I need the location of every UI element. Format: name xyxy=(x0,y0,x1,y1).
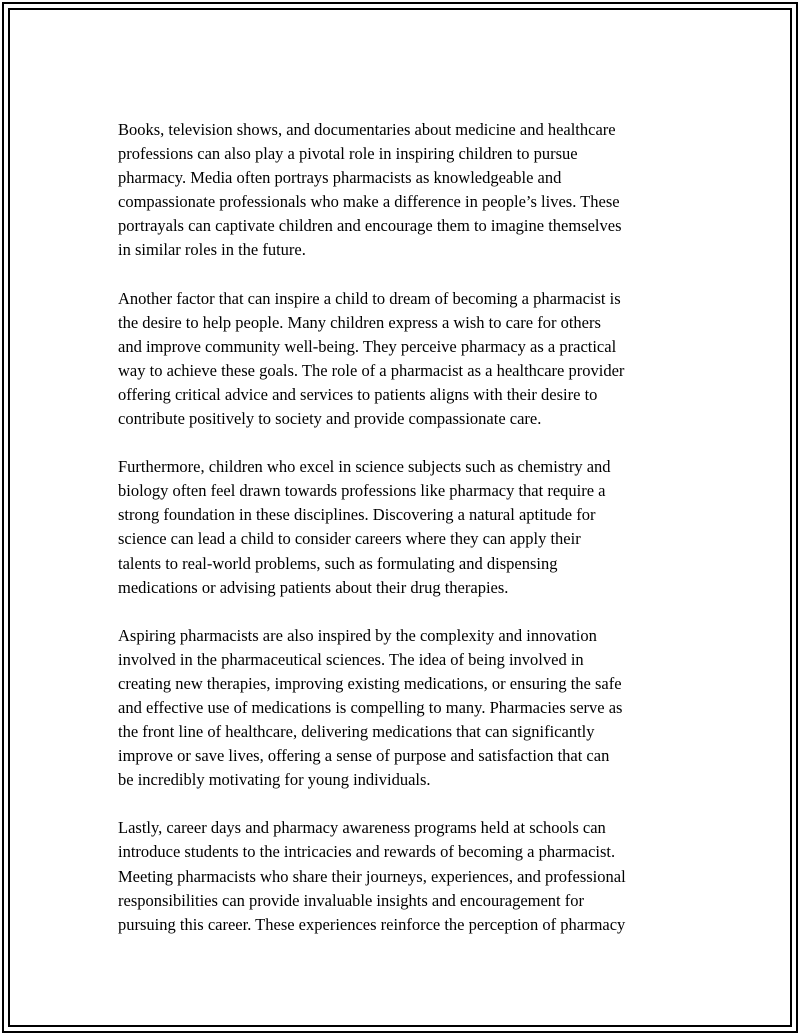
text-line: contribute positively to society and provide compassionate care. xyxy=(118,409,542,429)
paragraph-science-aptitude xyxy=(118,455,688,600)
text-line: portrayals can captivate children and encourage them to imagine themselves xyxy=(118,216,622,236)
text-line: offering critical advice and services to patients aligns with their desire to xyxy=(118,384,598,404)
text-line: way to achieve these goals. The role of a pharmacist as a healthcare provider xyxy=(118,360,625,380)
text-line: Another factor that can inspire a child to dream of becoming a pharmacist is xyxy=(118,288,621,308)
text-line: responsibilities can provide invaluable insights and encouragement for xyxy=(118,890,584,910)
text-line: Meeting pharmacists who share their journeys, experiences, and professional xyxy=(118,866,626,886)
text-line: Lastly, career days and pharmacy awareness programs held at schools can xyxy=(118,818,606,838)
text-line: compassionate professionals who make a difference in people’s lives. These xyxy=(118,192,620,212)
text-line: the front line of healthcare, delivering medications that can significantly xyxy=(118,722,595,742)
paragraph-complexity-innovation xyxy=(118,624,688,793)
text-line: medications or advising patients about their drug therapies. xyxy=(118,577,509,597)
text-line: and improve community well-being. They perceive pharmacy as a practical xyxy=(118,336,617,356)
text-line: creating new therapies, improving existing medications, or ensuring the safe xyxy=(118,673,622,693)
text-line: strong foundation in these disciplines. Discovering a natural aptitude for xyxy=(118,505,596,525)
text-line: the desire to help people. Many children express a wish to care for others xyxy=(118,312,601,332)
document-body xyxy=(118,118,688,961)
text-line: pursuing this career. These experiences reinforce the perception of pharmacy xyxy=(118,914,626,934)
text-line: Furthermore, children who excel in science subjects such as chemistry and xyxy=(118,457,611,477)
text-line: improve or save lives, offering a sense of purpose and satisfaction that can xyxy=(118,746,610,766)
text-line: introduce students to the intricacies and rewards of becoming a pharmacist. xyxy=(118,842,616,862)
text-line: talents to real-world problems, such as formulating and dispensing xyxy=(118,553,558,573)
text-line: Aspiring pharmacists are also inspired by the complexity and innovation xyxy=(118,625,597,645)
text-line: be incredibly motivating for young individuals. xyxy=(118,770,431,790)
text-line: and effective use of medications is compelling to many. Pharmacies serve as xyxy=(118,697,623,717)
paragraph-career-days xyxy=(118,816,688,936)
text-line: science can lead a child to consider careers where they can apply their xyxy=(118,529,581,549)
paragraph-media-inspiration xyxy=(118,118,688,263)
text-line: professions can also play a pivotal role in inspiring children to pursue xyxy=(118,144,578,164)
text-line: Books, television shows, and documentaries about medicine and healthcare xyxy=(118,120,616,139)
text-line: involved in the pharmaceutical sciences. The idea of being involved in xyxy=(118,649,584,669)
paragraph-desire-to-help xyxy=(118,287,688,432)
text-line: pharmacy. Media often portrays pharmacists as knowledgeable and xyxy=(118,168,562,188)
text-line: in similar roles in the future. xyxy=(118,240,306,260)
text-line: biology often feel drawn towards professions like pharmacy that require a xyxy=(118,481,606,501)
